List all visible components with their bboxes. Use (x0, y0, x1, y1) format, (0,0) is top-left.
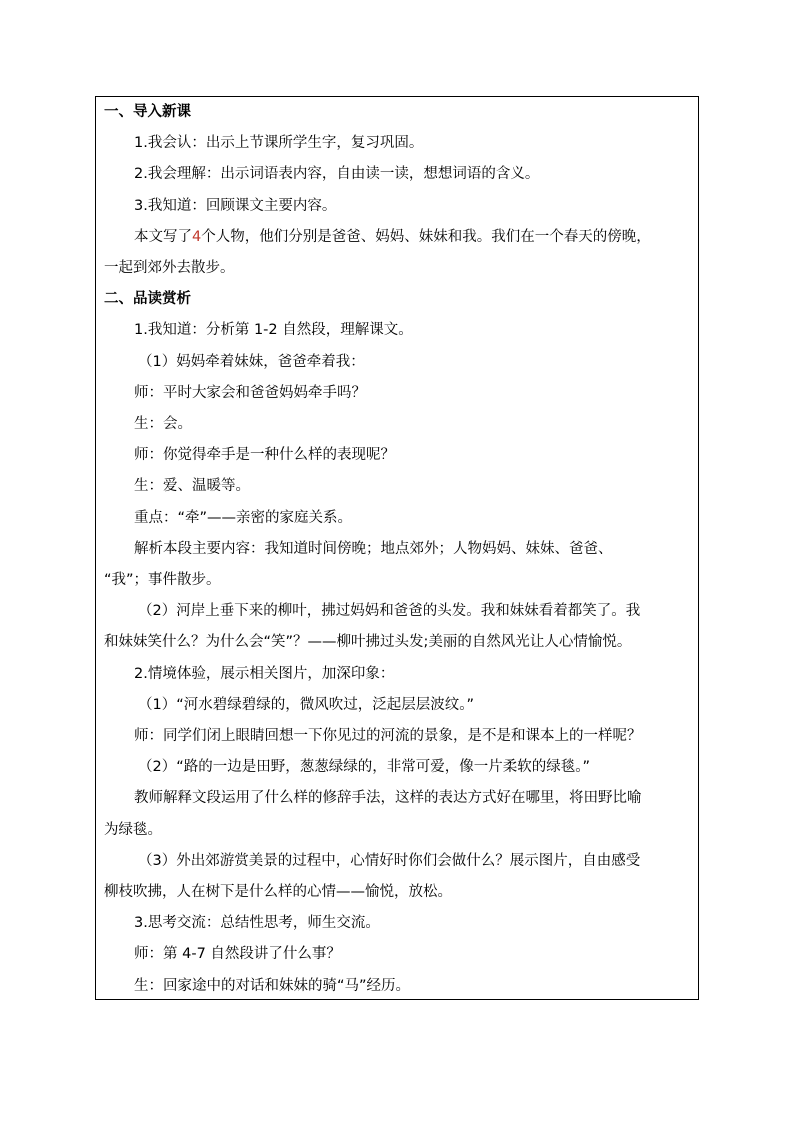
text-line: 2.我会理解：出示词语表内容，自由读一读，想想词语的含义。 (134, 166, 540, 183)
text-line: （2）“路的一边是田野，葱葱绿绿的，非常可爱，像一片柔软的绿毯。” (138, 759, 590, 776)
text-line: “我”；事件散步。 (104, 572, 221, 588)
text-line: 2.情境体验，展示相关图片，加深印象： (134, 665, 395, 682)
section-heading-analysis: 二、品读赏析 (104, 291, 191, 308)
text-line: 3.思考交流：总结性思考，师生交流。 (134, 915, 380, 932)
text-line: 1.我知道：分析第 1-2 自然段，理解课文。 (134, 322, 413, 339)
text-line: 师：同学们闭上眼睛回想一下你见过的河流的景象，是不是和课本上的一样呢？ (134, 728, 642, 744)
highlighted-number: 4 (192, 228, 202, 245)
text-line: （2）河岸上垂下来的柳叶，拂过妈妈和爸爸的头发。我和妹妹看着都笑了。我 (138, 603, 641, 620)
text-line: 解析本段主要内容：我知道时间傍晚；地点郊外；人物妈妈、妹妹、爸爸、 (134, 540, 613, 557)
text-line: 教师解释文段运用了什么样的修辞手法，这样的表达方式好在哪里，将田野比喻 (134, 790, 642, 807)
text-line: 和妹妹笑什么？为什么会“笑”？——柳叶拂过头发;美丽的自然风光让人心情愉悦。 (104, 634, 632, 651)
text-line: 师：你觉得牵手是一种什么样的表现呢？ (134, 447, 395, 464)
text-line: 生：爱、温暖等。 (134, 478, 250, 495)
text-line: （3）外出郊游赏美景的过程中，心情好时你们会做什么？展示图片，自由感受 (138, 852, 641, 869)
text-line: 柳枝吹拂，人在树下是什么样的心情——愉悦，放松。 (104, 884, 452, 900)
text-line: 生：回家途中的对话和妹妹的骑“马”经历。 (134, 977, 411, 994)
text-line: 一起到郊外去散步。 (104, 260, 235, 276)
text-line: 为绿毯。 (104, 821, 162, 838)
text-line: 本文写了4个人物，他们分别是爸爸、妈妈、妹妹和我。我们在一个春天的傍晚， (134, 228, 651, 245)
text-line: 师：平时大家会和爸爸妈妈牵手吗？ (134, 384, 366, 401)
text-line: （1）“河水碧绿碧绿的，微风吹过，泛起层层波纹。” (138, 696, 474, 713)
text-line: 师：第 4-7 自然段讲了什么事？ (134, 946, 341, 963)
text-line: 1.我会认：出示上节课所学生字，复习巩固。 (134, 135, 424, 152)
text-line: 重点：“牵”——亲密的家庭关系。 (134, 509, 353, 526)
text-line: （1）妈妈牵着妹妹，爸爸牵着我： (138, 353, 365, 370)
section-heading-intro: 一、导入新课 (104, 104, 191, 120)
text-line: 生：会。 (134, 416, 192, 432)
text-line: 3.我知道：回顾课文主要内容。 (134, 197, 337, 214)
